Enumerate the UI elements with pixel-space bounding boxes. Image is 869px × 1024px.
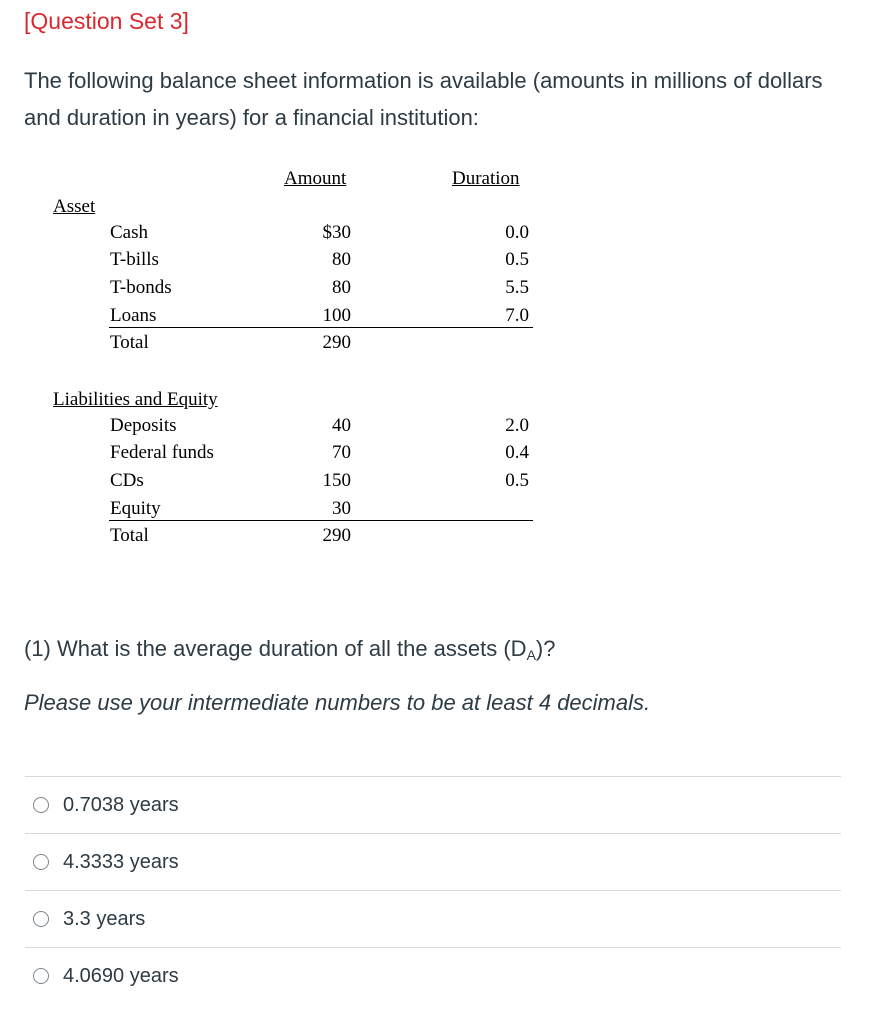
intro-text: The following balance sheet information is available (amounts in millions of dollars and duration in years) for a financial institution: — [24, 68, 823, 130]
liability-row-duration: 2.0 — [505, 415, 529, 436]
asset-row-label: T-bonds — [110, 277, 172, 298]
answer-option-label[interactable]: 0.7038 years — [63, 793, 179, 816]
liability-row-label: Federal funds — [110, 442, 214, 463]
asset-section-header: Asset — [53, 196, 96, 217]
duration-header: Duration — [452, 168, 520, 189]
asset-row-duration: 0.5 — [505, 249, 529, 270]
answer-option[interactable] — [25, 947, 841, 1004]
liability-total-amount: 290 — [322, 525, 351, 546]
answer-option-label[interactable]: 4.0690 years — [63, 964, 179, 987]
liability-total-label: Total — [110, 525, 149, 546]
radio-button[interactable] — [33, 968, 49, 984]
asset-row-amount: 80 — [332, 249, 351, 270]
asset-row-label: Loans — [110, 305, 157, 326]
asset-row-amount: $30 — [322, 222, 351, 243]
liabilities-section-header: Liabilities and Equity — [53, 389, 218, 410]
radio-button[interactable] — [33, 797, 49, 813]
liability-row-duration: 0.4 — [505, 442, 529, 463]
question-set-title: [Question Set 3] — [24, 8, 189, 34]
radio-button[interactable] — [33, 911, 49, 927]
liability-total-rule — [109, 520, 533, 521]
liability-row-duration: 0.5 — [505, 470, 529, 491]
liability-row-amount: 150 — [322, 470, 351, 491]
answer-options — [25, 776, 841, 1004]
answer-option[interactable] — [25, 776, 841, 833]
question-text — [24, 636, 555, 663]
liability-row-label: Deposits — [110, 415, 177, 436]
radio-button[interactable] — [33, 854, 49, 870]
asset-total-label: Total — [110, 332, 149, 353]
asset-row-label: T-bills — [110, 249, 159, 270]
amount-header: Amount — [284, 168, 347, 189]
question-text-end: )? — [535, 636, 556, 661]
asset-row-amount: 100 — [322, 305, 351, 326]
question-subscript: A — [526, 647, 536, 663]
asset-row-duration: 0.0 — [505, 222, 529, 243]
instruction-hint: Please use your intermediate numbers to be at least 4 decimals. — [24, 690, 651, 715]
asset-row-duration: 7.0 — [505, 305, 529, 326]
answer-option[interactable] — [25, 890, 841, 947]
asset-row-amount: 80 — [332, 277, 351, 298]
answer-option-label[interactable]: 4.3333 years — [63, 850, 179, 873]
question-text-start: (1) What is the average duration of all the assets (D — [24, 636, 527, 661]
liability-row-label: Equity — [110, 498, 161, 519]
answer-option[interactable] — [25, 833, 841, 890]
liability-row-amount: 70 — [332, 442, 351, 463]
answer-option-label[interactable]: 3.3 years — [63, 907, 146, 930]
liability-row-label: CDs — [110, 470, 144, 491]
asset-total-rule — [109, 327, 533, 328]
asset-row-duration: 5.5 — [505, 277, 529, 298]
liability-row-amount: 40 — [332, 415, 351, 436]
asset-total-amount: 290 — [322, 332, 351, 353]
asset-row-label: Cash — [110, 222, 148, 243]
liability-row-amount: 30 — [332, 498, 351, 519]
